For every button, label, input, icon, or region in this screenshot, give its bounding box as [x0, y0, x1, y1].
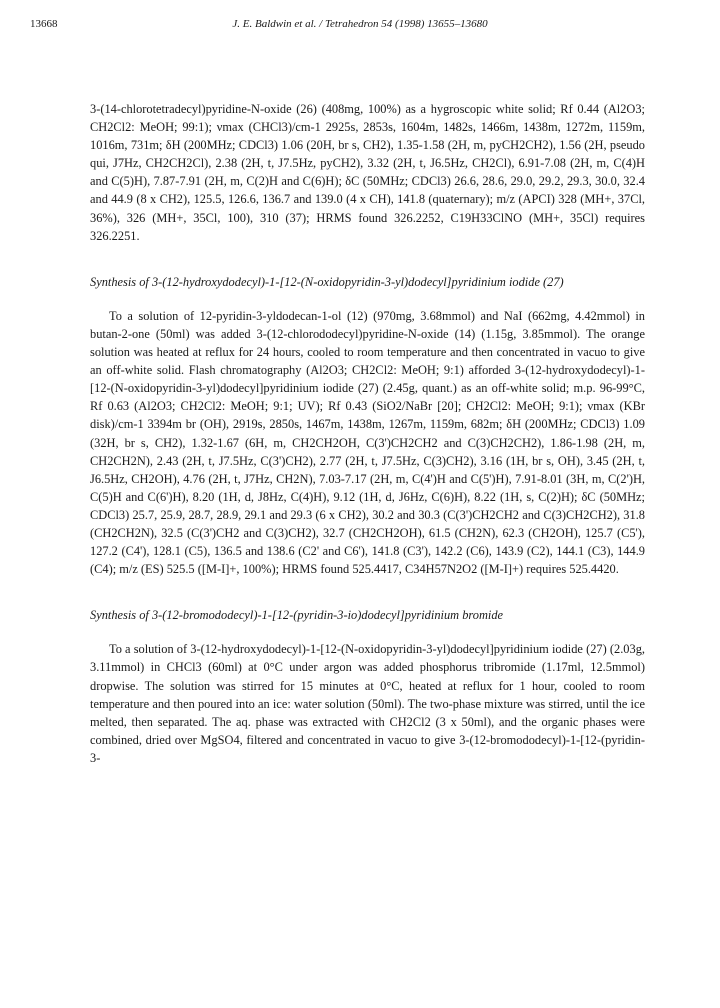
procedure-paragraph-27: To a solution of 12-pyridin-3-yldodecan-1-ol (12) (970mg, 3.68mmol) and NaI (662mg, 4.42mmol) in butan-2-one (50ml) was added 3-(12-chlorododecyl)pyridine-N-oxide (14) (1.15g, 3.85mmol). The orange solution was heated at reflux for 24 hours, cooled to room temperature and then concentrated in vacuo to give an off-white solid. Flash chromatography (Al2O3; CH2Cl2: MeOH; 9:1) afforded 3-(12-hydroxydodecyl)-1-[12-(N-oxidopyridin-3-yl)dodecyl]pyridinium iodide (27) (2.45g, quant.) as an off-white solid; m.p. 96-99°C, Rf 0.63 (Al2O3; CH2Cl2: MeOH; 9:1; UV); Rf 0.43 (SiO2/NaBr [20]; CH2Cl2: MeOH; 9:1); νmax (KBr disk)/cm-1 3394m br (OH), 2919s, 2850s, 1467m, 1438m, 1267m, 1159m, 682m; δH (200MHz; CDCl3) 1.09 (32H, br s, CH2), 1.32-1.67 (6H, m, CH2CH2OH, C(3')CH2CH2 and C(3)CH2CH2), 1.86-1.98 (2H, m, CH2CH2N), 2.43 (2H, t, J7.5Hz, C(3')CH2), 2.77 (2H, t, J7.5Hz, C(3)CH2), 3.16 (1H, br s, OH), 3.45 (2H, t, J6.5Hz, CH2OH), 4.76 (2H, t, J7Hz, CH2N), 7.03-7.17 (2H, m, C(4')H and C(5')H), 7.91-8.01 (3H, m, C(2')H, C(5)H and C(6')H), 8.20 (1H, d, J8Hz, C(4)H), 9.12 (1H, d, J6Hz, C(6)H), 8.22 (1H, s, C(2)H); δC (50MHz; CDCl3) 25.7, 25.9, 28.7, 28.9, 29.1 and 29.3 (6 x CH2), 30.2 and 30.3 (C(3')CH2CH2 and C(3)CH2CH2), 31.8 (CH2CH2N), 32.5 (C(3')CH2 and C(3)CH2), 32.7 (CH2CH2OH), 61.5 (CH2N), 62.3 (CH2OH), 125.7 (C5'), 127.2 (C4'), 128.1 (C5), 136.5 and 138.6 (C2' and C6'), 141.8 (C3'), 142.2 (C6), 143.9 (C2), 144.1 (C3), 144.9 (C4); m/z (ES) 525.5 ([M-I]+, 100%); HRMS found 525.4417, C34H57N2O2 ([M-I]+) requires 525.4420.	[90, 308, 645, 577]
procedure-paragraph-bromide: To a solution of 3-(12-hydroxydodecyl)-1-[12-(N-oxidopyridin-3-yl)dodecyl]pyridinium iodide (27) (2.03g, 3.11mmol) in CHCl3 (60ml) at 0°C under argon was added phosphorus tribromide (1.17ml, 12.5mmol) dropwise. The solution was stirred for 15 minutes at 0°C, heated at reflux for 1 hour, cooled to room temperature and then poured into an ice: water solution (50ml). The two-phase mixture was stirred, until the ice melted, then separated. The aq. phase was extracted with CH2Cl2 (3 x 50ml), and the organic phases were combined, dried over MgSO4, filtered and concentrated in vacuo to give 3-(12-bromododecyl)-1-[12-(pyridin-3-	[90, 642, 645, 765]
page-number: 13668	[30, 18, 58, 30]
page-header	[30, 18, 690, 36]
continuation-paragraph: 3-(14-chlorotetradecyl)pyridine-N-oxide (26) (408mg, 100%) as a hygroscopic white solid; Rf 0.44 (Al2O3; CH2Cl2: MeOH; 99:1); νmax (CHCl3)/cm-1 2925s, 2853s, 1604m, 1482s, 1466m, 1438m, 1272m, 1159m, 1016m, 731m; δH (200MHz; CDCl3) 1.06 (20H, br s, CH2), 1.35-1.58 (2H, m, pyCH2CH2), 1.56 (2H, pseudo qui, J7Hz, CH2CH2Cl), 2.38 (2H, t, J7.5Hz, pyCH2), 3.32 (2H, t, J6.5Hz, CH2Cl), 6.91-7.08 (2H, m, C(4)H and C(5)H), 7.87-7.91 (2H, m, C(2)H and C(6)H); δC (50MHz; CDCl3) 26.6, 28.6, 29.0, 29.2, 29.3, 30.0, 32.4 and 44.9 (8 x CH2), 125.5, 126.6, 136.7 and 139.0 (4 x CH), 141.8 (quaternary); m/z (APCI) 328 (MH+, 37Cl, 36%), 326 (MH+, 35Cl, 100), 310 (37); HRMS found 326.2252, C19H33ClNO (MH+, 35Cl) requires 326.2251.	[90, 102, 645, 243]
section-heading-27: Synthesis of 3-(12-hydroxydodecyl)-1-[12-(N-oxidopyridin-3-yl)dodecyl]pyridinium iodide (27)	[90, 274, 564, 289]
section-heading-bromide: Synthesis of 3-(12-bromododecyl)-1-[12-(pyridin-3-io)dodecyl]pyridinium bromide	[90, 608, 504, 623]
article-body	[90, 100, 645, 767]
running-title: J. E. Baldwin et al. / Tetrahedron 54 (1998) 13655–13680	[232, 18, 488, 30]
